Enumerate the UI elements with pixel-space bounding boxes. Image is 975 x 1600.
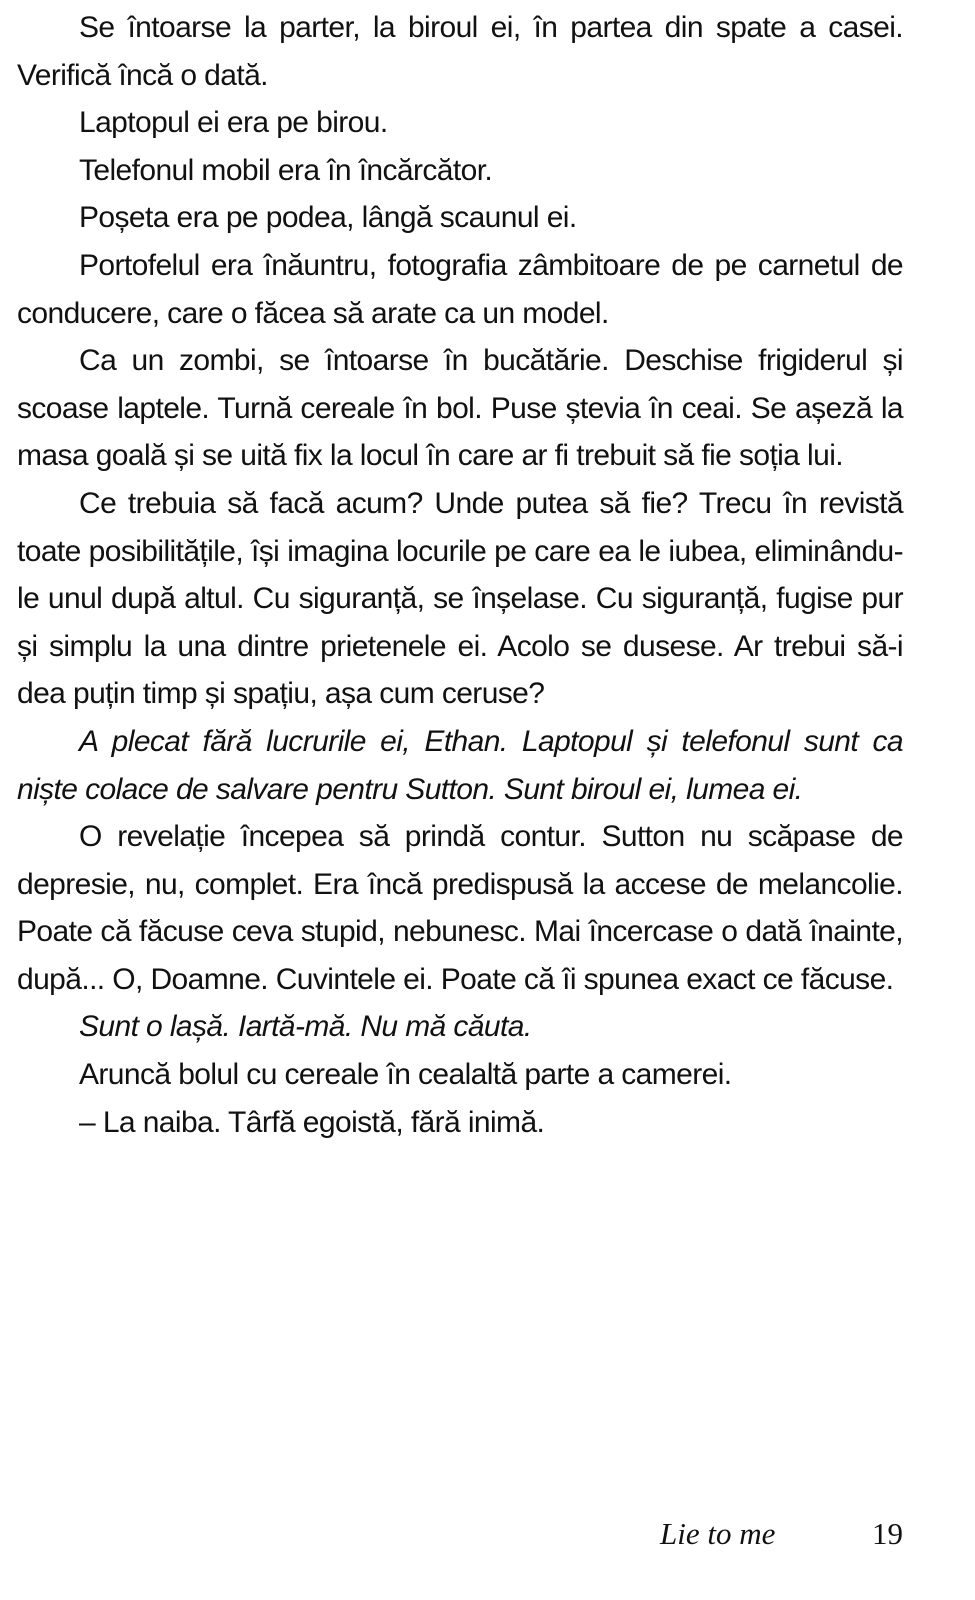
page-number: 19 — [872, 1516, 903, 1551]
paragraph: Laptopul ei era pe birou. — [79, 106, 388, 140]
paragraph: O revelație începea să prindă contur. Sutton nu scăpase de depresie, nu, complet. Era încă predispusă la accese de melancolie. Poate că făcuse ceva stupid, nebunesc. Mai încercase o dată înainte, după... O, Doamne. Cuvintele ei. Poate că îi spunea exact ce făcuse. — [17, 820, 903, 996]
paragraph-italic-thought: A plecat fără lucrurile ei, Ethan. Laptopul și telefonul sunt ca niște colace de salvare pentru Sutton. Sunt biroul ei, lumea ei. — [17, 724, 903, 806]
running-title: Lie to me — [660, 1516, 776, 1551]
paragraph: Ca un zombi, se întoarse în bucătărie. Deschise frigiderul și scoase laptele. Turnă cereale în bol. Puse ștevia în ceai. Se așeză la masa goală și se uită fix la locul în care ar fi trebuit să fie soția lui. — [17, 344, 903, 473]
page-body-text — [17, 4, 903, 1146]
paragraph: Se întoarse la parter, la biroul ei, în partea din spate a casei. Verifică încă o dată. — [17, 11, 903, 92]
paragraph: Poșeta era pe podea, lângă scaunul ei. — [79, 201, 577, 235]
paragraph: Telefonul mobil era în încărcător. — [79, 153, 493, 187]
paragraph: Portofelul era înăuntru, fotografia zâmbitoare de pe carnetul de conducere, care o făcea să arate ca un model. — [17, 248, 903, 330]
page-footer — [0, 1512, 975, 1560]
paragraph-dialogue: – La naiba. Târfă egoistă, fără inimă. — [79, 1105, 545, 1139]
paragraph-italic-note: Sunt o lașă. Iartă-mă. Nu mă căuta. — [79, 1010, 532, 1044]
paragraph: Ce trebuia să facă acum? Unde putea să fie? Trecu în revistă toate posibilitățile, își imagina locurile pe care ea le iubea, eliminându-le unul după altul. Cu siguranță, se înșelase. Cu siguranță, fugise pur și simplu la una dintre prietenele ei. Acolo se dusese. Ar trebui să-i dea puțin timp și spațiu, așa cum ceruse? — [17, 486, 903, 711]
paragraph: Aruncă bolul cu cereale în cealaltă parte a camerei. — [79, 1058, 732, 1092]
